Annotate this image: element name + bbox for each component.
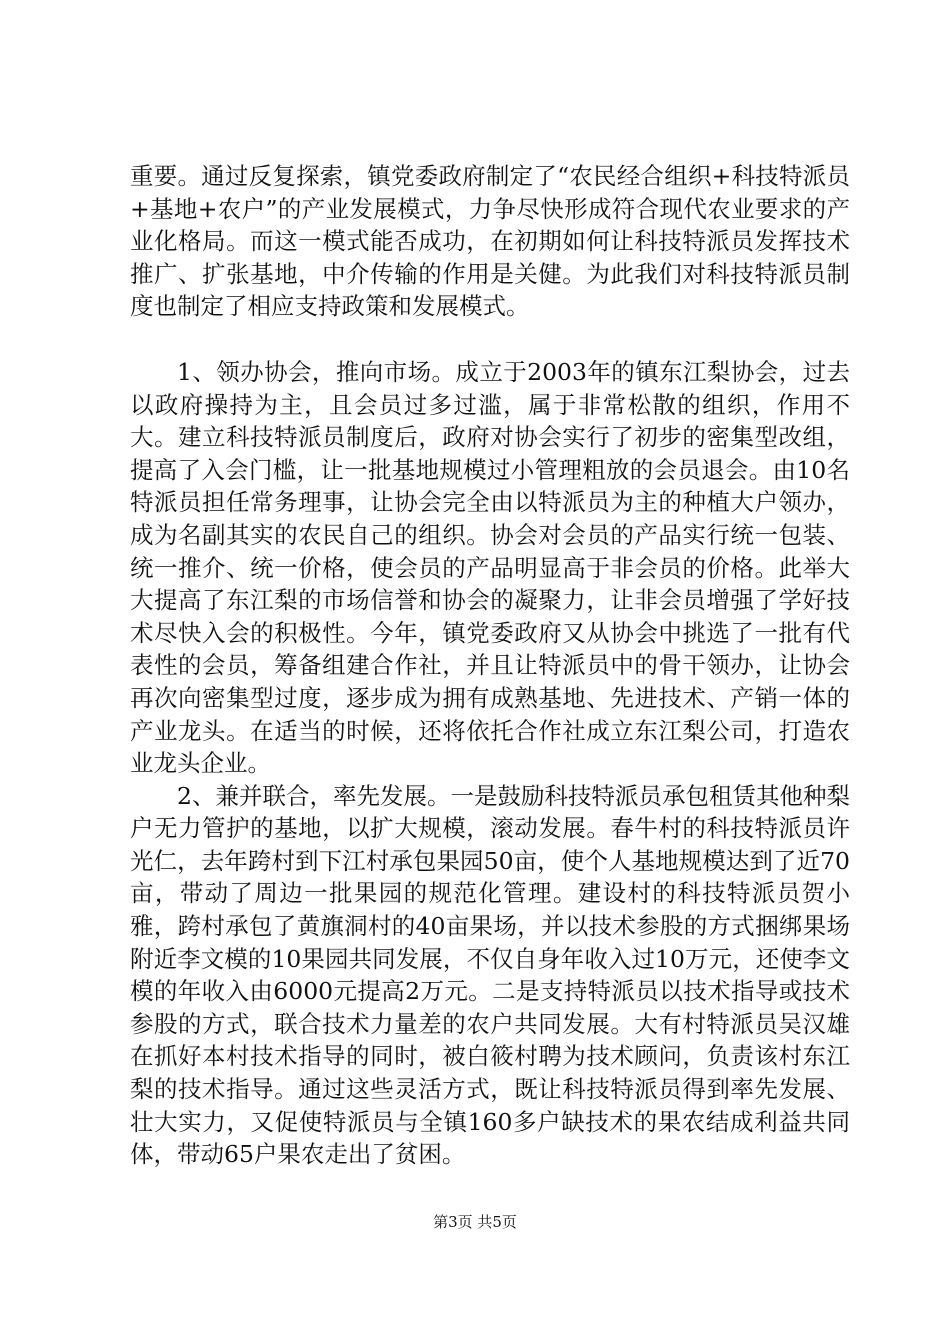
paragraph-intro: 重要。通过反复探索，镇党委政府制定了“农民经合组织+科技特派员+基地+农户”的产业发展模式，力争尽快形成符合现代农业要求的产业化格局。而这一模式能否成功，在初期如何让科技特派员发挥技术推广、扩张基地，中介传输的作用是关健。为此我们对科技特派员制度也制定了相应支持政策和发展模式。 — [130, 162, 850, 321]
page-footer: 第3页 共5页 — [433, 1213, 517, 1231]
paragraph-section-1: 1、领办协会，推向市场。成立于2003年的镇东江梨协会，过去以政府操持为主，且会员过多过滥，属于非常松散的组织，作用不大。建立科技特派员制度后，政府对协会实行了初步的密集型改组，提高了入会门槛，让一批基地规模过小管理粗放的会员退会。由10名特派员担任常务理事，让协会完全由以特派员为主的种植大户领办，成为名副其实的农民自己的组织。协会对会员的产品实行统一包装、统一推介、统一价格，使会员的产品明显高于非会员的价格。此举大大提高了东江梨的市场信誉和协会的凝聚力，让非会员增强了学好技术尽快入会的积极性。今年，镇党委政府又从协会中挑选了一批有代表性的会员，筹备组建合作社，并且让特派员中的骨干领办，让协会再次向密集型过度，逐步成为拥有成熟基地、先进技术、产销一体的产业龙头。在适当的时候，还将依托合作社成立东江梨公司，打造农业龙头企业。 — [130, 357, 850, 778]
paragraph-section-2: 2、兼并联合，率先发展。一是鼓励科技特派员承包租赁其他种梨户无力管护的基地，以扩大规模，滚动发展。春牛村的科技特派员许光仁，去年跨村到下江村承包果园50亩，使个人基地规模达到了近70亩，带动了周边一批果园的规范化管理。建设村的科技特派员贺小雅，跨村承包了黄旗洞村的40亩果场，并以技术参股的方式捆绑果场附近李文模的10果园共同发展，不仅自身年收入过10万元，还使李文模的年收入由6000元提高2万元。二是支持特派员以技术指导或技术参股的方式，联合技术力量差的农户共同发展。大有村特派员吴汉雄在抓好本村技术指导的同时，被白筱村聘为技术顾问，负责该村东江梨的技术指导。通过这些灵活方式，既让科技特派员得到率先发展、壮大实力，又促使特派员与全镇160多户缺技术的果农结成利益共同体，带动65户果农走出了贫困。 — [130, 781, 850, 1169]
document-body — [130, 160, 850, 1171]
